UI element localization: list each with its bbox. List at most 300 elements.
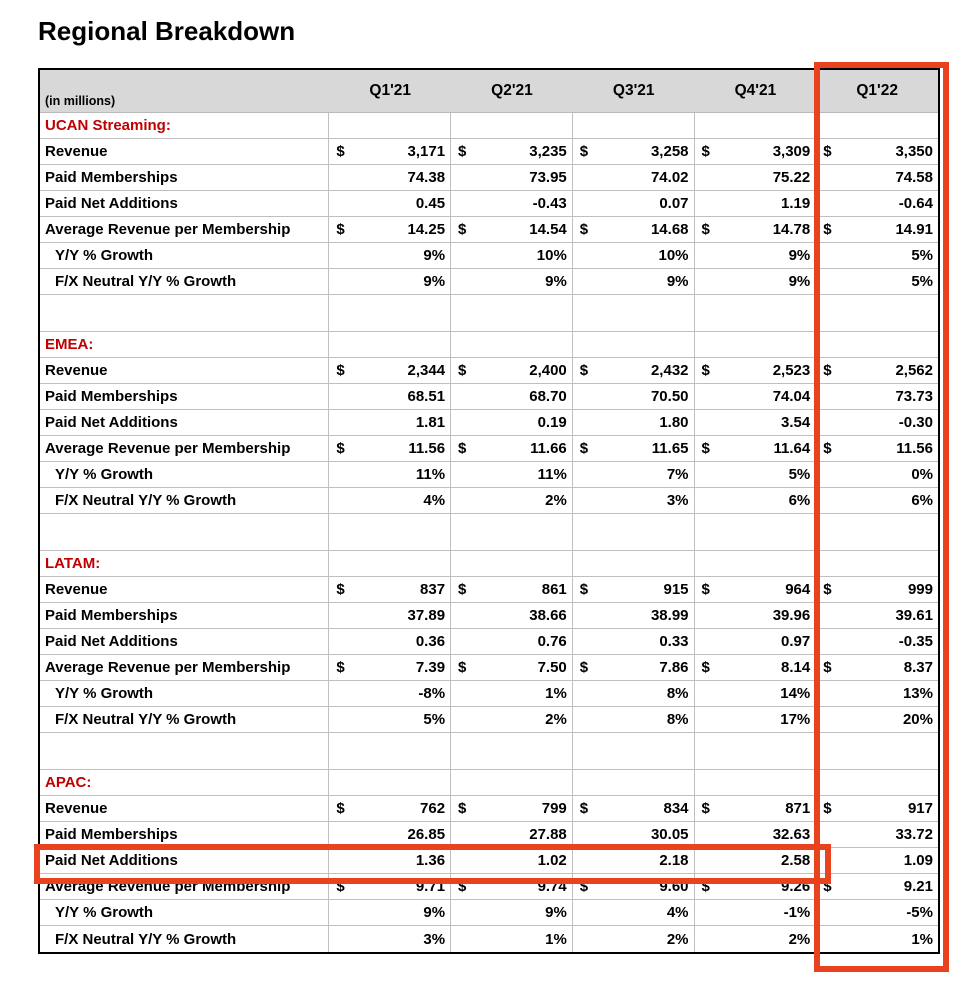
value-cell bbox=[573, 514, 695, 551]
value-cell bbox=[816, 796, 938, 822]
cell-value: 11.66 bbox=[530, 440, 567, 457]
row-label: Average Revenue per Membership bbox=[40, 655, 329, 681]
value-cell: 1.81 bbox=[329, 410, 451, 436]
value-cell: 74.02 bbox=[573, 165, 695, 191]
value-cell bbox=[695, 770, 817, 796]
dollar-sign: $ bbox=[336, 143, 345, 160]
row-label: Paid Memberships bbox=[40, 165, 329, 191]
value-cell bbox=[451, 436, 573, 462]
column-header: Q1'21 bbox=[369, 82, 412, 99]
value-cell: 1.09 bbox=[816, 848, 938, 874]
value-cell: 0% bbox=[816, 462, 938, 488]
dollar-sign: $ bbox=[579, 440, 589, 457]
value-cell bbox=[451, 874, 573, 900]
value-cell bbox=[329, 770, 451, 796]
value-cell bbox=[695, 733, 817, 770]
dollar-sign: $ bbox=[579, 143, 589, 160]
dollar-sign: $ bbox=[336, 659, 345, 676]
value-cell bbox=[695, 551, 817, 577]
dollar-sign: $ bbox=[823, 659, 832, 676]
regional-breakdown-table bbox=[38, 68, 940, 954]
dollar-sign: $ bbox=[579, 878, 589, 895]
dollar-sign: $ bbox=[458, 362, 467, 379]
value-cell bbox=[816, 113, 938, 139]
value-cell: 37.89 bbox=[329, 603, 451, 629]
cell-value: 9.26 bbox=[781, 878, 811, 895]
value-cell bbox=[695, 577, 817, 603]
table-row bbox=[40, 191, 938, 217]
value-cell: -0.30 bbox=[816, 410, 938, 436]
value-cell bbox=[695, 796, 817, 822]
section-header-row bbox=[40, 551, 938, 577]
value-cell: 2% bbox=[451, 707, 573, 733]
value-cell bbox=[329, 551, 451, 577]
value-cell bbox=[329, 295, 451, 332]
blank-cell bbox=[40, 514, 329, 551]
dollar-sign: $ bbox=[458, 659, 467, 676]
value-cell bbox=[695, 655, 817, 681]
cell-value: 14.54 bbox=[529, 221, 567, 238]
value-cell: 74.04 bbox=[695, 384, 817, 410]
value-cell bbox=[573, 733, 695, 770]
page-title: Regional Breakdown bbox=[38, 16, 296, 46]
value-cell bbox=[695, 139, 817, 165]
row-label: Average Revenue per Membership bbox=[40, 217, 329, 243]
value-cell bbox=[451, 577, 573, 603]
value-cell: 9% bbox=[329, 269, 451, 295]
value-cell bbox=[816, 874, 938, 900]
value-cell: 33.72 bbox=[816, 822, 938, 848]
cell-value: 11.65 bbox=[651, 440, 689, 457]
cell-value: 9.21 bbox=[903, 878, 933, 895]
cell-value: 917 bbox=[907, 800, 933, 817]
value-cell: 0.33 bbox=[573, 629, 695, 655]
value-cell: 1% bbox=[451, 926, 573, 952]
value-cell bbox=[451, 217, 573, 243]
cell-value: 14.78 bbox=[772, 221, 811, 238]
value-cell bbox=[329, 577, 451, 603]
table-row bbox=[40, 243, 938, 269]
value-cell: -0.35 bbox=[816, 629, 938, 655]
dollar-sign: $ bbox=[701, 878, 710, 895]
cell-value: 7.86 bbox=[659, 659, 689, 676]
cell-value: 14.68 bbox=[650, 221, 689, 238]
value-cell: 5% bbox=[695, 462, 817, 488]
cell-value: 3,258 bbox=[650, 143, 689, 160]
value-cell bbox=[816, 139, 938, 165]
dollar-sign: $ bbox=[701, 362, 710, 379]
row-label: Paid Net Additions bbox=[40, 848, 329, 874]
value-cell: 75.22 bbox=[695, 165, 817, 191]
row-label: Paid Net Additions bbox=[40, 410, 329, 436]
section-header-row bbox=[40, 770, 938, 796]
value-cell bbox=[573, 655, 695, 681]
dollar-sign: $ bbox=[701, 440, 710, 457]
table-row bbox=[40, 577, 938, 603]
value-cell: -8% bbox=[329, 681, 451, 707]
section-name: APAC: bbox=[40, 770, 329, 796]
value-cell bbox=[816, 577, 938, 603]
value-cell: 5% bbox=[329, 707, 451, 733]
value-cell bbox=[329, 436, 451, 462]
value-cell bbox=[451, 295, 573, 332]
cell-value: 2,523 bbox=[772, 362, 811, 379]
row-label: Revenue bbox=[40, 139, 329, 165]
value-cell bbox=[451, 655, 573, 681]
cell-value: 799 bbox=[541, 800, 567, 817]
table-header-row bbox=[40, 70, 938, 113]
value-cell: 9% bbox=[451, 269, 573, 295]
cell-value: 7.39 bbox=[415, 659, 446, 676]
cell-value: 14.91 bbox=[895, 221, 933, 238]
value-cell: 38.66 bbox=[451, 603, 573, 629]
section-name: EMEA: bbox=[40, 332, 329, 358]
value-cell bbox=[816, 514, 938, 551]
row-label: Revenue bbox=[40, 796, 329, 822]
value-cell: 14% bbox=[695, 681, 817, 707]
dollar-sign: $ bbox=[458, 143, 467, 160]
dollar-sign: $ bbox=[701, 221, 710, 238]
row-label: Average Revenue per Membership bbox=[40, 436, 329, 462]
value-cell bbox=[573, 577, 695, 603]
dollar-sign: $ bbox=[823, 362, 832, 379]
section-header-row bbox=[40, 113, 938, 139]
value-cell: 0.97 bbox=[695, 629, 817, 655]
row-label: F/X Neutral Y/Y % Growth bbox=[40, 707, 329, 733]
blank-separator-row bbox=[40, 514, 938, 551]
value-cell bbox=[816, 655, 938, 681]
value-cell: 39.96 bbox=[695, 603, 817, 629]
value-cell: 3.54 bbox=[695, 410, 817, 436]
value-cell: 10% bbox=[451, 243, 573, 269]
value-cell: 9% bbox=[329, 900, 451, 926]
value-cell: 4% bbox=[573, 900, 695, 926]
value-cell: 5% bbox=[816, 243, 938, 269]
cell-value: 9.71 bbox=[415, 878, 446, 895]
value-cell bbox=[816, 733, 938, 770]
cell-value: 3,309 bbox=[772, 143, 811, 160]
table-row bbox=[40, 900, 938, 926]
value-cell bbox=[573, 874, 695, 900]
dollar-sign: $ bbox=[458, 800, 467, 817]
value-cell: 8% bbox=[573, 707, 695, 733]
value-cell bbox=[451, 358, 573, 384]
value-cell bbox=[329, 733, 451, 770]
value-cell bbox=[573, 770, 695, 796]
value-cell bbox=[329, 796, 451, 822]
table-row bbox=[40, 462, 938, 488]
value-cell bbox=[573, 295, 695, 332]
value-cell: 73.95 bbox=[451, 165, 573, 191]
dollar-sign: $ bbox=[336, 581, 345, 598]
dollar-sign: $ bbox=[823, 221, 832, 238]
value-cell: 3% bbox=[329, 926, 451, 952]
value-cell bbox=[573, 551, 695, 577]
table-row bbox=[40, 165, 938, 191]
value-cell bbox=[816, 332, 938, 358]
blank-cell bbox=[40, 295, 329, 332]
row-label: Paid Memberships bbox=[40, 603, 329, 629]
cell-value: 2,344 bbox=[407, 362, 446, 379]
value-cell bbox=[329, 655, 451, 681]
value-cell: 74.58 bbox=[816, 165, 938, 191]
value-cell: 70.50 bbox=[573, 384, 695, 410]
table-row bbox=[40, 436, 938, 462]
value-cell: 26.85 bbox=[329, 822, 451, 848]
dollar-sign: $ bbox=[579, 221, 589, 238]
cell-value: 871 bbox=[785, 800, 811, 817]
value-cell: 9% bbox=[329, 243, 451, 269]
value-cell: -1% bbox=[695, 900, 817, 926]
cell-value: 915 bbox=[663, 581, 689, 598]
value-cell bbox=[451, 551, 573, 577]
value-cell bbox=[329, 139, 451, 165]
value-cell: 0.45 bbox=[329, 191, 451, 217]
value-cell: 2.58 bbox=[695, 848, 817, 874]
table-row bbox=[40, 384, 938, 410]
value-cell: 0.76 bbox=[451, 629, 573, 655]
value-cell bbox=[329, 358, 451, 384]
value-cell bbox=[816, 217, 938, 243]
row-label: Paid Net Additions bbox=[40, 191, 329, 217]
cell-value: 14.25 bbox=[407, 221, 446, 238]
value-cell: 1.19 bbox=[695, 191, 817, 217]
value-cell bbox=[695, 295, 817, 332]
value-cell bbox=[329, 514, 451, 551]
dollar-sign: $ bbox=[336, 362, 345, 379]
table-row bbox=[40, 822, 938, 848]
row-label: F/X Neutral Y/Y % Growth bbox=[40, 926, 329, 952]
table-row bbox=[40, 603, 938, 629]
value-cell bbox=[329, 217, 451, 243]
table-row bbox=[40, 139, 938, 165]
dollar-sign: $ bbox=[336, 878, 345, 895]
cell-value: 2,562 bbox=[895, 362, 933, 379]
dollar-sign: $ bbox=[458, 581, 467, 598]
value-cell: 27.88 bbox=[451, 822, 573, 848]
cell-value: 11.56 bbox=[896, 440, 933, 457]
value-cell bbox=[329, 874, 451, 900]
table-row bbox=[40, 655, 938, 681]
value-cell: 1% bbox=[911, 930, 933, 948]
value-cell: 4% bbox=[329, 488, 451, 514]
value-cell: 9% bbox=[573, 269, 695, 295]
cell-value: 3,350 bbox=[895, 143, 933, 160]
value-cell bbox=[695, 217, 817, 243]
value-cell bbox=[329, 332, 451, 358]
value-cell: 13% bbox=[816, 681, 938, 707]
dollar-sign: $ bbox=[701, 659, 710, 676]
dollar-sign: $ bbox=[823, 143, 832, 160]
cell-value: 9.74 bbox=[537, 878, 567, 895]
dollar-sign: $ bbox=[579, 581, 589, 598]
row-label: Revenue bbox=[40, 358, 329, 384]
value-cell bbox=[573, 436, 695, 462]
column-header: Q4'21 bbox=[734, 82, 777, 99]
column-header: Q3'21 bbox=[612, 82, 655, 99]
table-row bbox=[40, 926, 938, 952]
dollar-sign: $ bbox=[336, 440, 345, 457]
dollar-sign: $ bbox=[579, 659, 589, 676]
value-cell: 1.36 bbox=[329, 848, 451, 874]
value-cell bbox=[816, 770, 938, 796]
cell-value: 8.14 bbox=[781, 659, 811, 676]
value-cell: 68.51 bbox=[329, 384, 451, 410]
dollar-sign: $ bbox=[701, 581, 710, 598]
value-cell bbox=[573, 217, 695, 243]
cell-value: 2,400 bbox=[529, 362, 567, 379]
value-cell: 6% bbox=[695, 488, 817, 514]
value-cell bbox=[329, 113, 451, 139]
table-body bbox=[40, 113, 938, 952]
dollar-sign: $ bbox=[458, 878, 467, 895]
value-cell: 9% bbox=[451, 900, 573, 926]
value-cell bbox=[451, 796, 573, 822]
value-cell: 38.99 bbox=[573, 603, 695, 629]
cell-value: 3,235 bbox=[529, 143, 567, 160]
dollar-sign: $ bbox=[701, 143, 710, 160]
value-cell: -0.64 bbox=[816, 191, 938, 217]
row-label: F/X Neutral Y/Y % Growth bbox=[40, 269, 329, 295]
value-cell: 2% bbox=[573, 926, 695, 952]
dollar-sign: $ bbox=[336, 800, 345, 817]
table-row bbox=[40, 358, 938, 384]
value-cell: 10% bbox=[573, 243, 695, 269]
value-cell: 8% bbox=[573, 681, 695, 707]
value-cell bbox=[695, 358, 817, 384]
value-cell bbox=[451, 770, 573, 796]
row-label: Paid Memberships bbox=[40, 822, 329, 848]
value-cell: 6% bbox=[816, 488, 938, 514]
table-row bbox=[40, 629, 938, 655]
value-cell: 0.19 bbox=[451, 410, 573, 436]
dollar-sign: $ bbox=[823, 800, 832, 817]
table-row bbox=[40, 796, 938, 822]
table-row bbox=[40, 874, 938, 900]
table-row bbox=[40, 269, 938, 295]
value-cell bbox=[695, 874, 817, 900]
cell-value: 11.56 bbox=[408, 440, 446, 457]
value-cell: 1.80 bbox=[573, 410, 695, 436]
value-cell bbox=[695, 332, 817, 358]
dollar-sign: $ bbox=[579, 800, 589, 817]
blank-separator-row bbox=[40, 733, 938, 770]
dollar-sign: $ bbox=[823, 581, 832, 598]
value-cell: 2% bbox=[451, 488, 573, 514]
value-cell: 30.05 bbox=[573, 822, 695, 848]
section-name: UCAN Streaming: bbox=[40, 113, 329, 139]
value-cell bbox=[573, 332, 695, 358]
row-label: Paid Memberships bbox=[40, 384, 329, 410]
value-cell: 68.70 bbox=[451, 384, 573, 410]
dollar-sign: $ bbox=[458, 440, 467, 457]
table-row bbox=[40, 681, 938, 707]
row-label: Paid Net Additions bbox=[40, 629, 329, 655]
value-cell: 0.36 bbox=[329, 629, 451, 655]
row-label: Y/Y % Growth bbox=[40, 681, 329, 707]
dollar-sign: $ bbox=[458, 221, 467, 238]
row-label: Y/Y % Growth bbox=[40, 900, 329, 926]
value-cell: -5% bbox=[816, 900, 938, 926]
value-cell bbox=[573, 358, 695, 384]
value-cell: 32.63 bbox=[695, 822, 817, 848]
dollar-sign: $ bbox=[701, 800, 710, 817]
value-cell bbox=[451, 733, 573, 770]
value-cell: 73.73 bbox=[816, 384, 938, 410]
table-row bbox=[40, 488, 938, 514]
value-cell bbox=[573, 796, 695, 822]
cell-value: 7.50 bbox=[537, 659, 567, 676]
value-cell bbox=[695, 514, 817, 551]
section-header-row bbox=[40, 332, 938, 358]
unit-label: (in millions) bbox=[45, 94, 116, 108]
value-cell bbox=[816, 358, 938, 384]
column-header: Q2'21 bbox=[491, 82, 533, 99]
dollar-sign: $ bbox=[579, 362, 589, 379]
table-row bbox=[40, 217, 938, 243]
value-cell: 7% bbox=[573, 462, 695, 488]
value-cell: 5% bbox=[816, 269, 938, 295]
value-cell: 2.18 bbox=[573, 848, 695, 874]
section-name: LATAM: bbox=[40, 551, 329, 577]
table-row bbox=[40, 410, 938, 436]
value-cell bbox=[816, 295, 938, 332]
dollar-sign: $ bbox=[823, 878, 832, 895]
row-label: Revenue bbox=[40, 577, 329, 603]
value-cell bbox=[451, 113, 573, 139]
value-cell: 3% bbox=[573, 488, 695, 514]
value-cell bbox=[573, 139, 695, 165]
cell-value: 999 bbox=[907, 581, 933, 598]
value-cell bbox=[695, 113, 817, 139]
value-cell: 1.02 bbox=[451, 848, 573, 874]
value-cell bbox=[451, 332, 573, 358]
value-cell: 9% bbox=[695, 269, 817, 295]
value-cell bbox=[573, 113, 695, 139]
value-cell bbox=[695, 436, 817, 462]
cell-value: 837 bbox=[420, 581, 446, 598]
blank-cell bbox=[40, 733, 329, 770]
cell-value: 2,432 bbox=[650, 362, 689, 379]
row-label: F/X Neutral Y/Y % Growth bbox=[40, 488, 329, 514]
table-row bbox=[40, 707, 938, 733]
column-header: Q1'22 bbox=[856, 82, 898, 99]
value-cell: 1% bbox=[451, 681, 573, 707]
cell-value: 8.37 bbox=[903, 659, 933, 676]
value-cell bbox=[816, 551, 938, 577]
cell-value: 834 bbox=[663, 800, 689, 817]
cell-value: 3,171 bbox=[407, 143, 446, 160]
value-cell: 74.38 bbox=[329, 165, 451, 191]
dollar-sign: $ bbox=[336, 221, 345, 238]
cell-value: 861 bbox=[541, 581, 567, 598]
row-label: Average Revenue per Membership bbox=[40, 874, 329, 900]
value-cell bbox=[451, 514, 573, 551]
cell-value: 964 bbox=[785, 581, 811, 598]
cell-value: 9.60 bbox=[659, 878, 689, 895]
value-cell: 39.61 bbox=[816, 603, 938, 629]
value-cell: 20% bbox=[816, 707, 938, 733]
value-cell: 11% bbox=[329, 462, 451, 488]
row-label: Y/Y % Growth bbox=[40, 462, 329, 488]
value-cell: 17% bbox=[695, 707, 817, 733]
blank-separator-row bbox=[40, 295, 938, 332]
value-cell: 0.07 bbox=[573, 191, 695, 217]
value-cell: 2% bbox=[695, 926, 817, 952]
cell-value: 11.64 bbox=[773, 440, 811, 457]
row-label: Y/Y % Growth bbox=[40, 243, 329, 269]
value-cell: 9% bbox=[695, 243, 817, 269]
